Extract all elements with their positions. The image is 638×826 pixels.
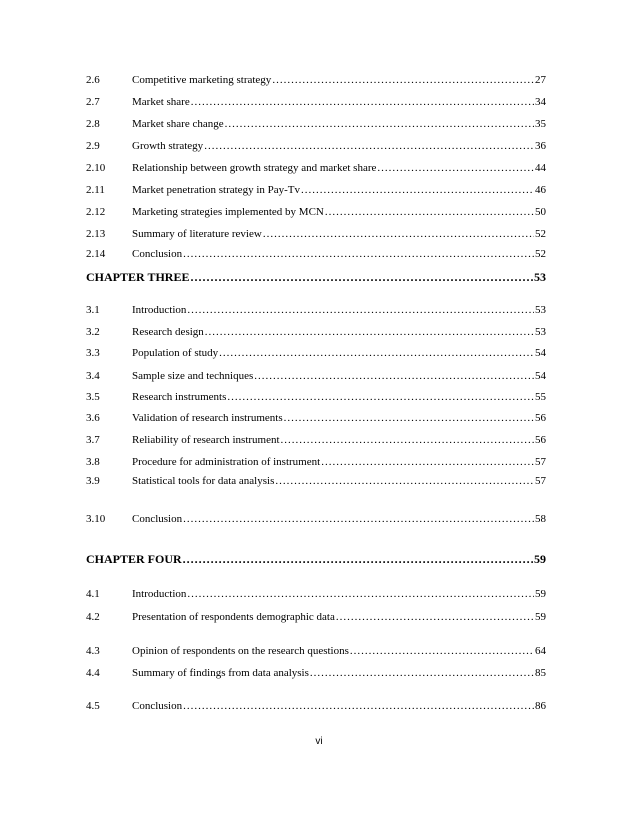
toc-entry-page: 59	[535, 611, 546, 623]
toc-entry-number: 2.9	[86, 140, 100, 152]
dot-leader	[263, 226, 534, 242]
toc-entry-page: 54	[535, 370, 546, 382]
toc-entry-page: 58	[535, 513, 546, 525]
toc-entry-title: Market share	[132, 96, 190, 108]
toc-entry-page: 46	[535, 184, 546, 196]
toc-entry-page: 52	[535, 228, 546, 240]
toc-entry	[86, 116, 546, 132]
chapter-title: CHAPTER THREE	[86, 270, 190, 284]
page-number: vi	[315, 736, 323, 747]
chapter-page: 53	[534, 270, 546, 284]
toc-entry-page: 44	[535, 162, 546, 174]
toc-entry-page: 59	[535, 588, 546, 600]
dot-leader	[350, 643, 534, 659]
toc-entry-page: 55	[535, 391, 546, 403]
toc-entry-number: 2.8	[86, 118, 100, 130]
dot-leader	[205, 324, 534, 340]
toc-entry	[86, 302, 546, 318]
dot-leader	[183, 698, 534, 714]
toc-entry-number: 3.9	[86, 475, 100, 487]
toc-entry-page: 85	[535, 667, 546, 679]
toc-entry-number: 3.8	[86, 456, 100, 468]
toc-entry-title: Conclusion	[132, 248, 183, 260]
toc-entry-title: Research instruments	[132, 391, 227, 403]
toc-entry-page: 52	[535, 248, 546, 260]
toc-entry-number: 2.7	[86, 96, 100, 108]
toc-entry	[86, 182, 546, 198]
toc-entry-title: Research design	[132, 326, 204, 338]
toc-entry	[86, 454, 546, 470]
dot-leader	[183, 550, 533, 568]
toc-entry-page: 57	[535, 456, 546, 468]
toc-entry	[86, 389, 546, 405]
toc-entry-title: Procedure for administration of instrument	[132, 456, 321, 468]
toc-entry-page: 54	[535, 347, 546, 359]
toc-entry	[86, 473, 546, 489]
toc-entry-number: 3.10	[86, 513, 106, 525]
toc-entry	[86, 410, 546, 426]
toc-entry-title: Validation of research instruments	[132, 412, 283, 424]
dot-leader	[187, 586, 534, 602]
dot-leader	[183, 246, 534, 262]
toc-entry-number: 2.6	[86, 74, 100, 86]
toc-entry-number: 2.14	[86, 248, 106, 260]
toc-entry	[86, 665, 546, 681]
chapter-heading	[86, 550, 546, 568]
toc-entry-page: 53	[535, 326, 546, 338]
toc-entry-title: Relationship between growth strategy and market share	[132, 162, 377, 174]
toc-entry-page: 86	[535, 700, 546, 712]
toc-entry-number: 4.3	[86, 645, 100, 657]
dot-leader	[272, 72, 534, 88]
toc-entry-page: 27	[535, 74, 546, 86]
toc-entry-title: Population of study	[132, 347, 219, 359]
toc-entry-title: Reliability of research instrument	[132, 434, 280, 446]
toc-entry-page: 50	[535, 206, 546, 218]
toc-entry	[86, 226, 546, 242]
dot-leader	[191, 94, 534, 110]
dot-leader	[183, 511, 534, 527]
toc-entry-number: 4.4	[86, 667, 100, 679]
toc-entry	[86, 94, 546, 110]
dot-leader	[281, 432, 534, 448]
toc-entry	[86, 586, 546, 602]
toc-entry-title: Growth strategy	[132, 140, 204, 152]
toc-entry	[86, 609, 546, 625]
toc-entry-title: Marketing strategies implemented by MCN	[132, 206, 324, 218]
toc-entry-title: Summary of literature review	[132, 228, 262, 240]
toc-entry-title: Summary of findings from data analysis	[132, 667, 309, 679]
toc-entry-number: 2.12	[86, 206, 106, 218]
toc-entry-page: 56	[535, 412, 546, 424]
toc-entry-title: Opinion of respondents on the research questions	[132, 645, 349, 657]
toc-entry	[86, 345, 546, 361]
dot-leader	[187, 302, 534, 318]
toc-entry-page: 64	[535, 645, 546, 657]
toc-entry-page: 36	[535, 140, 546, 152]
dot-leader	[321, 454, 534, 470]
toc-entry-number: 4.2	[86, 611, 100, 623]
toc-entry-title: Market penetration strategy in Pay-Tv	[132, 184, 301, 196]
toc-entry-title: Competitive marketing strategy	[132, 74, 272, 86]
toc-entry-number: 4.1	[86, 588, 100, 600]
toc-entry-number: 2.11	[86, 184, 105, 196]
dot-leader	[325, 204, 534, 220]
toc-entry-number: 3.5	[86, 391, 100, 403]
toc-entry-title: Sample size and techniques	[132, 370, 254, 382]
toc-entry	[86, 511, 546, 527]
toc-entry-title: Conclusion	[132, 700, 183, 712]
toc-entry	[86, 72, 546, 88]
dot-leader	[225, 116, 534, 132]
toc-entry-number: 3.6	[86, 412, 100, 424]
toc-entry-title: Conclusion	[132, 513, 183, 525]
dot-leader	[275, 473, 534, 489]
chapter-title: CHAPTER FOUR	[86, 552, 182, 566]
toc-entry	[86, 432, 546, 448]
toc-entry-number: 4.5	[86, 700, 100, 712]
toc-entry	[86, 204, 546, 220]
dot-leader	[377, 160, 534, 176]
dot-leader	[190, 268, 533, 286]
dot-leader	[254, 368, 534, 384]
toc-entry	[86, 138, 546, 154]
chapter-page: 59	[534, 552, 546, 566]
toc-entry-title: Statistical tools for data analysis	[132, 475, 275, 487]
toc-entry-title: Presentation of respondents demographic data	[132, 611, 335, 623]
dot-leader	[284, 410, 534, 426]
toc-entry	[86, 698, 546, 714]
toc-entry-page: 56	[535, 434, 546, 446]
dot-leader	[301, 182, 534, 198]
toc-entry-number: 3.1	[86, 304, 100, 316]
toc-entry	[86, 246, 546, 262]
toc-entry	[86, 160, 546, 176]
toc-entry-number: 2.10	[86, 162, 106, 174]
dot-leader	[310, 665, 534, 681]
toc-entry-number: 3.4	[86, 370, 100, 382]
toc-entry-page: 57	[535, 475, 546, 487]
dot-leader	[204, 138, 534, 154]
toc-entry-page: 34	[535, 96, 546, 108]
dot-leader	[336, 609, 534, 625]
dot-leader	[227, 389, 534, 405]
toc-entry	[86, 324, 546, 340]
toc-entry-title: Market share change	[132, 118, 224, 130]
dot-leader	[219, 345, 534, 361]
toc-entry	[86, 643, 546, 659]
toc-entry-page: 35	[535, 118, 546, 130]
chapter-heading	[86, 268, 546, 286]
toc-entry-title: Introduction	[132, 588, 187, 600]
toc-entry	[86, 368, 546, 384]
toc-entry-number: 3.3	[86, 347, 100, 359]
toc-entry-page: 53	[535, 304, 546, 316]
toc-entry-number: 3.7	[86, 434, 100, 446]
toc-entry-number: 3.2	[86, 326, 100, 338]
toc-entry-title: Introduction	[132, 304, 187, 316]
toc-entry-number: 2.13	[86, 228, 106, 240]
